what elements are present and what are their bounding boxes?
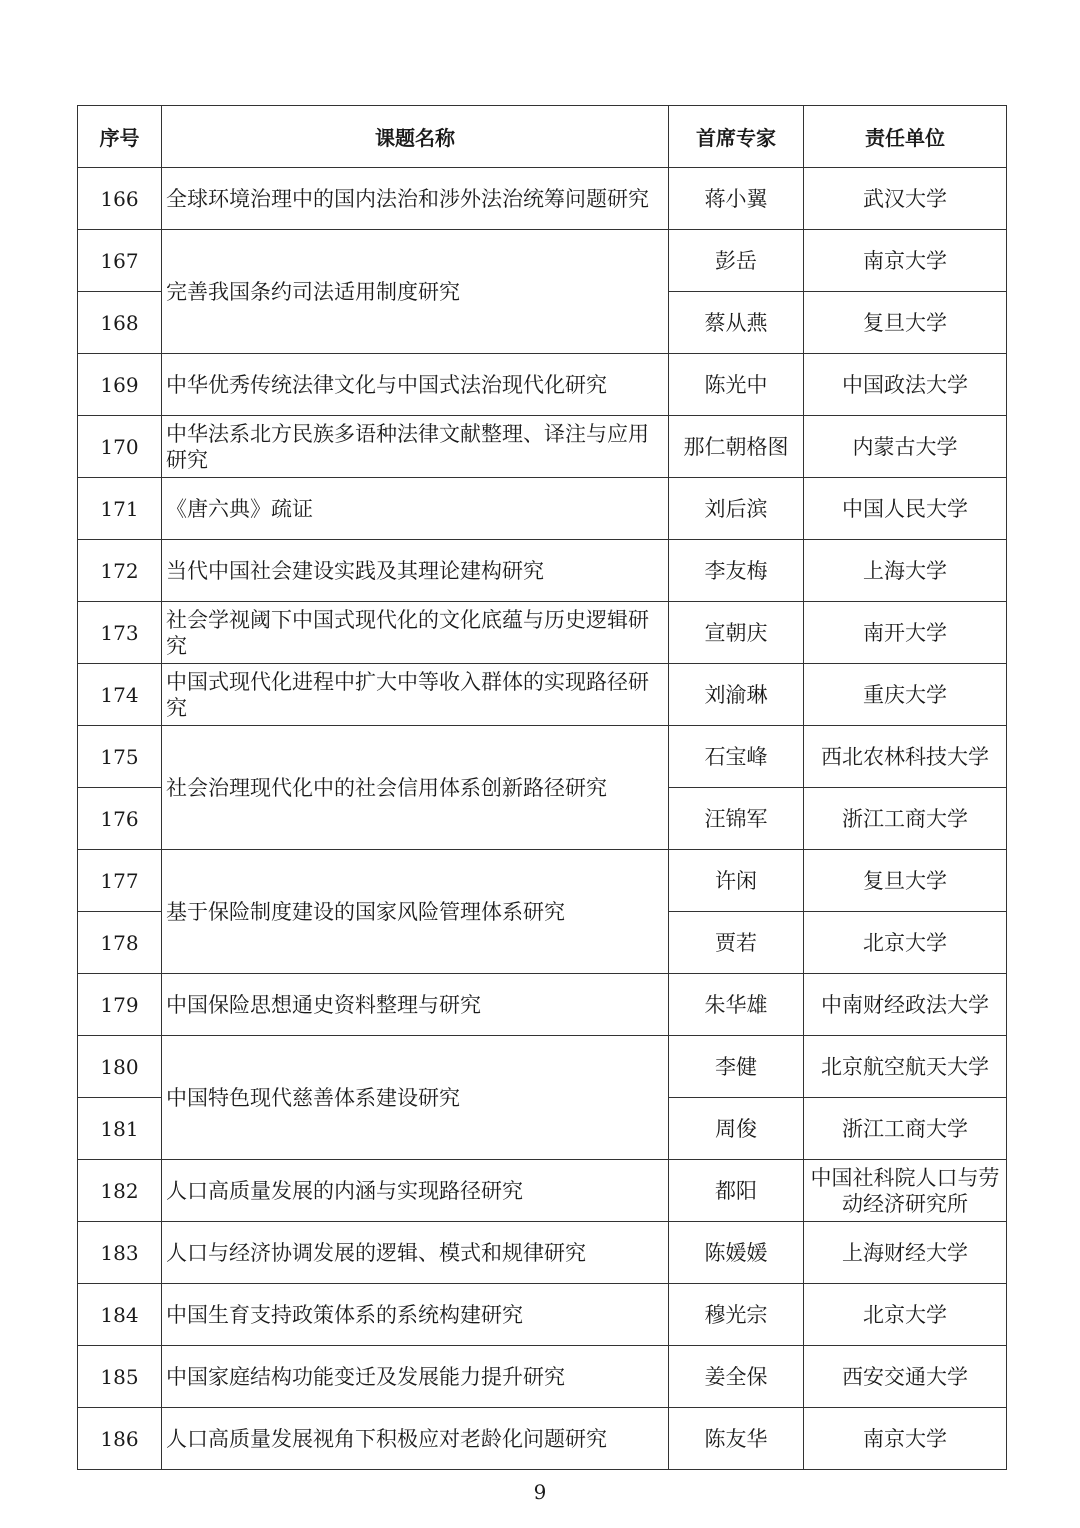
table-row xyxy=(78,974,1007,1036)
expert-cell: 蒋小翼 xyxy=(669,168,804,230)
expert-cell: 那仁朝格图 xyxy=(669,416,804,478)
unit-cell: 南开大学 xyxy=(804,602,1007,664)
title-cell: 中国式现代化进程中扩大中等收入群体的实现路径研究 xyxy=(162,664,669,726)
table-row xyxy=(78,168,1007,230)
title-cell: 基于保险制度建设的国家风险管理体系研究 xyxy=(162,850,669,974)
expert-cell: 姜全保 xyxy=(669,1346,804,1408)
unit-cell: 南京大学 xyxy=(804,1408,1007,1470)
header-title: 课题名称 xyxy=(162,106,669,168)
seq-cell: 182 xyxy=(78,1160,162,1222)
title-cell: 中国保险思想通史资料整理与研究 xyxy=(162,974,669,1036)
table-row xyxy=(78,354,1007,416)
seq-cell: 176 xyxy=(78,788,162,850)
table-row xyxy=(78,1222,1007,1284)
unit-cell: 上海大学 xyxy=(804,540,1007,602)
table-header-row xyxy=(78,106,1007,168)
unit-cell: 北京大学 xyxy=(804,912,1007,974)
unit-cell: 中国政法大学 xyxy=(804,354,1007,416)
unit-cell: 复旦大学 xyxy=(804,850,1007,912)
unit-cell: 西北农林科技大学 xyxy=(804,726,1007,788)
unit-cell: 中国人民大学 xyxy=(804,478,1007,540)
expert-cell: 刘后滨 xyxy=(669,478,804,540)
title-cell: 中国生育支持政策体系的系统构建研究 xyxy=(162,1284,669,1346)
expert-cell: 陈媛媛 xyxy=(669,1222,804,1284)
expert-cell: 李友梅 xyxy=(669,540,804,602)
seq-cell: 185 xyxy=(78,1346,162,1408)
table-row xyxy=(78,230,1007,292)
title-cell: 中国家庭结构功能变迁及发展能力提升研究 xyxy=(162,1346,669,1408)
expert-cell: 都阳 xyxy=(669,1160,804,1222)
table-row xyxy=(78,540,1007,602)
expert-cell: 彭岳 xyxy=(669,230,804,292)
seq-cell: 184 xyxy=(78,1284,162,1346)
title-cell: 人口与经济协调发展的逻辑、模式和规律研究 xyxy=(162,1222,669,1284)
table-row xyxy=(78,1346,1007,1408)
title-cell: 当代中国社会建设实践及其理论建构研究 xyxy=(162,540,669,602)
unit-cell: 中南财经政法大学 xyxy=(804,974,1007,1036)
expert-cell: 周俊 xyxy=(669,1098,804,1160)
header-seq: 序号 xyxy=(78,106,162,168)
seq-cell: 178 xyxy=(78,912,162,974)
table-row xyxy=(78,1408,1007,1470)
header-unit: 责任单位 xyxy=(804,106,1007,168)
expert-cell: 许闲 xyxy=(669,850,804,912)
table-row xyxy=(78,850,1007,912)
expert-cell: 宣朝庆 xyxy=(669,602,804,664)
table-row xyxy=(78,1284,1007,1346)
table-row xyxy=(78,416,1007,478)
expert-cell: 刘渝琳 xyxy=(669,664,804,726)
table-row xyxy=(78,602,1007,664)
table-row xyxy=(78,1036,1007,1098)
header-expert: 首席专家 xyxy=(669,106,804,168)
project-table xyxy=(77,105,1007,1470)
expert-cell: 穆光宗 xyxy=(669,1284,804,1346)
seq-cell: 180 xyxy=(78,1036,162,1098)
page-number: 9 xyxy=(533,1480,547,1504)
unit-cell: 南京大学 xyxy=(804,230,1007,292)
table-row xyxy=(78,726,1007,788)
title-cell: 社会治理现代化中的社会信用体系创新路径研究 xyxy=(162,726,669,850)
expert-cell: 李健 xyxy=(669,1036,804,1098)
seq-cell: 177 xyxy=(78,850,162,912)
expert-cell: 石宝峰 xyxy=(669,726,804,788)
expert-cell: 陈光中 xyxy=(669,354,804,416)
expert-cell: 汪锦军 xyxy=(669,788,804,850)
seq-cell: 174 xyxy=(78,664,162,726)
seq-cell: 169 xyxy=(78,354,162,416)
unit-cell: 浙江工商大学 xyxy=(804,788,1007,850)
title-cell: 完善我国条约司法适用制度研究 xyxy=(162,230,669,354)
unit-cell: 北京大学 xyxy=(804,1284,1007,1346)
seq-cell: 181 xyxy=(78,1098,162,1160)
seq-cell: 186 xyxy=(78,1408,162,1470)
title-cell: 全球环境治理中的国内法治和涉外法治统筹问题研究 xyxy=(162,168,669,230)
unit-cell: 武汉大学 xyxy=(804,168,1007,230)
seq-cell: 167 xyxy=(78,230,162,292)
seq-cell: 172 xyxy=(78,540,162,602)
expert-cell: 陈友华 xyxy=(669,1408,804,1470)
title-cell: 中华法系北方民族多语种法律文献整理、译注与应用研究 xyxy=(162,416,669,478)
seq-cell: 171 xyxy=(78,478,162,540)
title-cell: 社会学视阈下中国式现代化的文化底蕴与历史逻辑研究 xyxy=(162,602,669,664)
seq-cell: 175 xyxy=(78,726,162,788)
table-row xyxy=(78,1160,1007,1222)
unit-cell: 重庆大学 xyxy=(804,664,1007,726)
expert-cell: 朱华雄 xyxy=(669,974,804,1036)
unit-cell: 浙江工商大学 xyxy=(804,1098,1007,1160)
unit-cell: 西安交通大学 xyxy=(804,1346,1007,1408)
unit-cell: 中国社科院人口与劳动经济研究所 xyxy=(804,1160,1007,1222)
seq-cell: 183 xyxy=(78,1222,162,1284)
seq-cell: 170 xyxy=(78,416,162,478)
seq-cell: 166 xyxy=(78,168,162,230)
unit-cell: 内蒙古大学 xyxy=(804,416,1007,478)
seq-cell: 173 xyxy=(78,602,162,664)
title-cell: 《唐六典》疏证 xyxy=(162,478,669,540)
title-cell: 人口高质量发展的内涵与实现路径研究 xyxy=(162,1160,669,1222)
expert-cell: 贾若 xyxy=(669,912,804,974)
title-cell: 人口高质量发展视角下积极应对老龄化问题研究 xyxy=(162,1408,669,1470)
table-row xyxy=(78,478,1007,540)
title-cell: 中华优秀传统法律文化与中国式法治现代化研究 xyxy=(162,354,669,416)
table-row xyxy=(78,664,1007,726)
seq-cell: 168 xyxy=(78,292,162,354)
expert-cell: 蔡从燕 xyxy=(669,292,804,354)
unit-cell: 上海财经大学 xyxy=(804,1222,1007,1284)
unit-cell: 北京航空航天大学 xyxy=(804,1036,1007,1098)
seq-cell: 179 xyxy=(78,974,162,1036)
title-cell: 中国特色现代慈善体系建设研究 xyxy=(162,1036,669,1160)
unit-cell: 复旦大学 xyxy=(804,292,1007,354)
